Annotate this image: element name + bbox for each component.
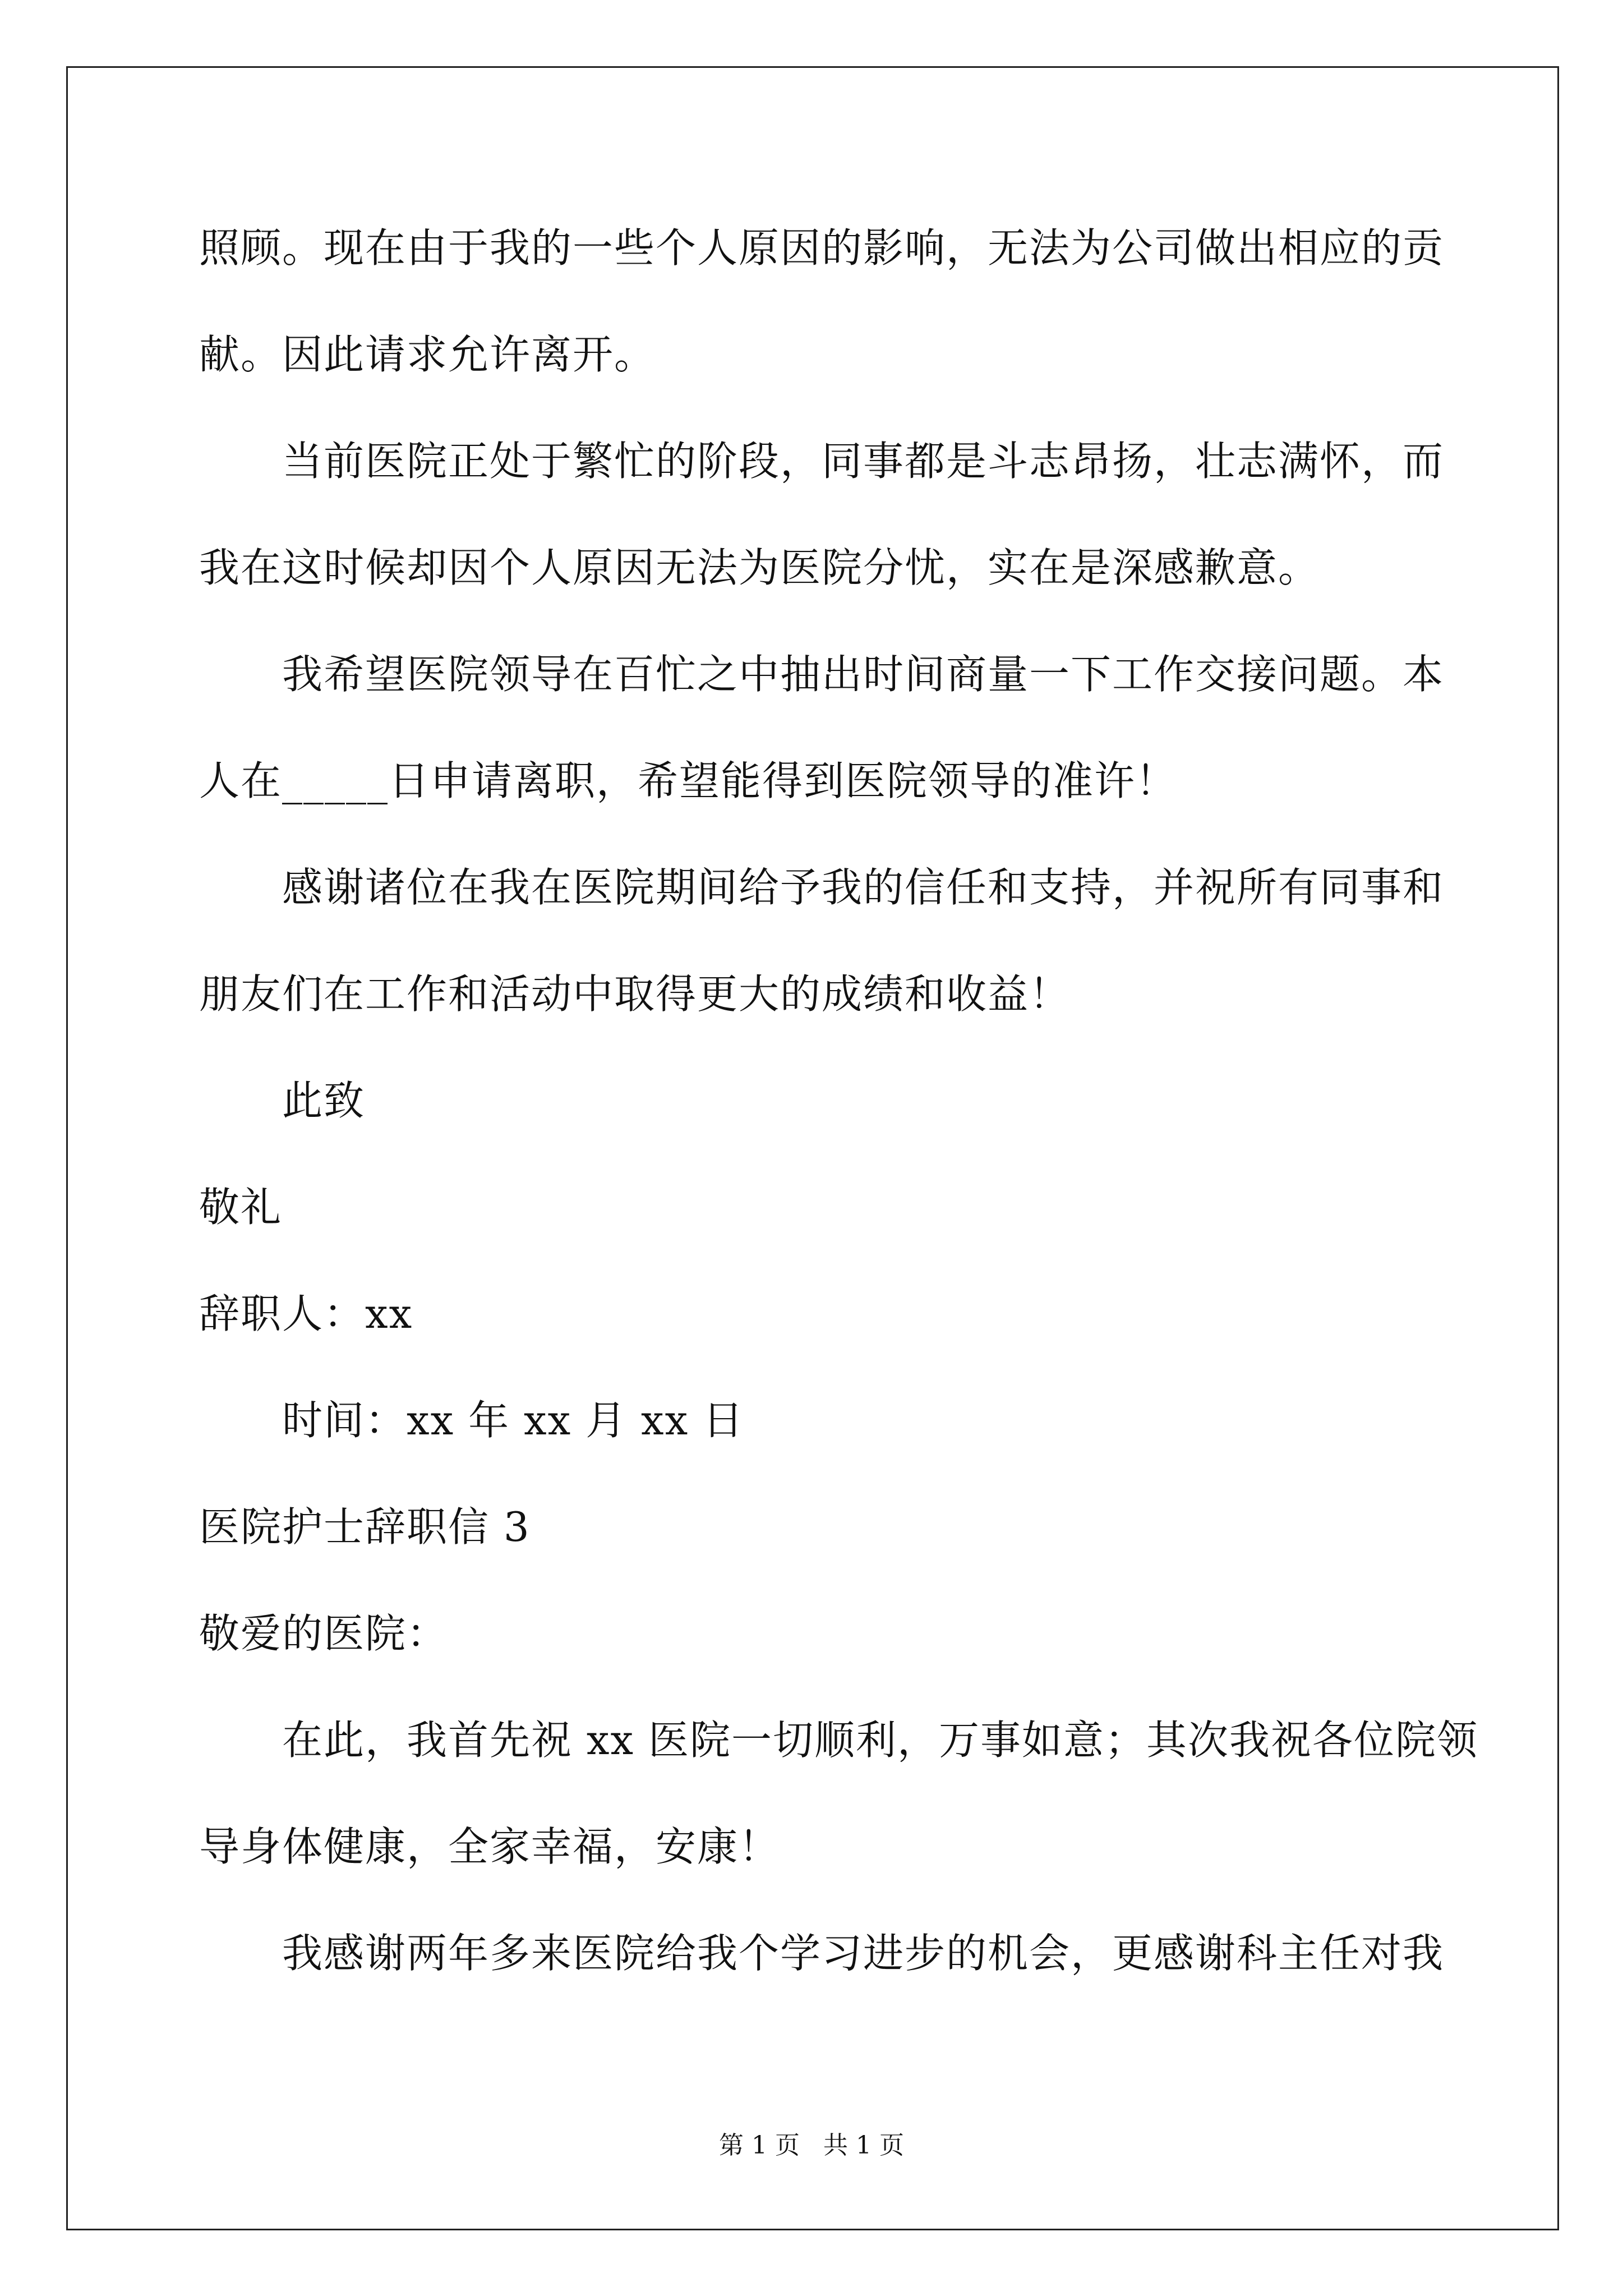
signature-line: 辞职人：xx bbox=[199, 1290, 413, 1337]
salutation-line: 敬礼 bbox=[199, 1184, 283, 1231]
date-line: 时间：xx 年 xx 月 xx 日 bbox=[282, 1397, 745, 1444]
paragraph-line: 感谢诸位在我在医院期间给予我的信任和支持，并祝所有同事和 bbox=[282, 864, 1445, 911]
page-border bbox=[66, 66, 1559, 2230]
closing-line: 此致 bbox=[282, 1077, 366, 1124]
page-footer: 第 1 页 共 1 页 bbox=[719, 2131, 904, 2160]
paragraph-line: 导身体健康，全家幸福，安康！ bbox=[199, 1823, 781, 1870]
paragraph-line: 我感谢两年多来医院给我个学习进步的机会，更感谢科主任对我 bbox=[282, 1930, 1445, 1977]
paragraph-line: 朋友们在工作和活动中取得更大的成绩和收益！ bbox=[199, 970, 1071, 1018]
paragraph-line: 人在_____日申请离职，希望能得到医院领导的准许！ bbox=[199, 757, 1178, 804]
greeting-line: 敬爱的医院： bbox=[199, 1610, 449, 1657]
section-title: 医院护士辞职信 3 bbox=[199, 1503, 531, 1550]
paragraph-line: 照顾。现在由于我的一些个人原因的影响，无法为公司做出相应的贡 bbox=[199, 224, 1445, 272]
paragraph-line: 献。因此请求允许离开。 bbox=[199, 331, 656, 378]
paragraph-line: 我希望医院领导在百忙之中抽出时间商量一下工作交接问题。本 bbox=[282, 651, 1445, 698]
paragraph-line: 当前医院正处于繁忙的阶段，同事都是斗志昂扬，壮志满怀，而 bbox=[282, 438, 1445, 485]
paragraph-line: 我在这时候却因个人原因无法为医院分忧，实在是深感歉意。 bbox=[199, 544, 1320, 591]
paragraph-line: 在此，我首先祝 xx 医院一切顺利，万事如意；其次我祝各位院领 bbox=[282, 1717, 1478, 1764]
